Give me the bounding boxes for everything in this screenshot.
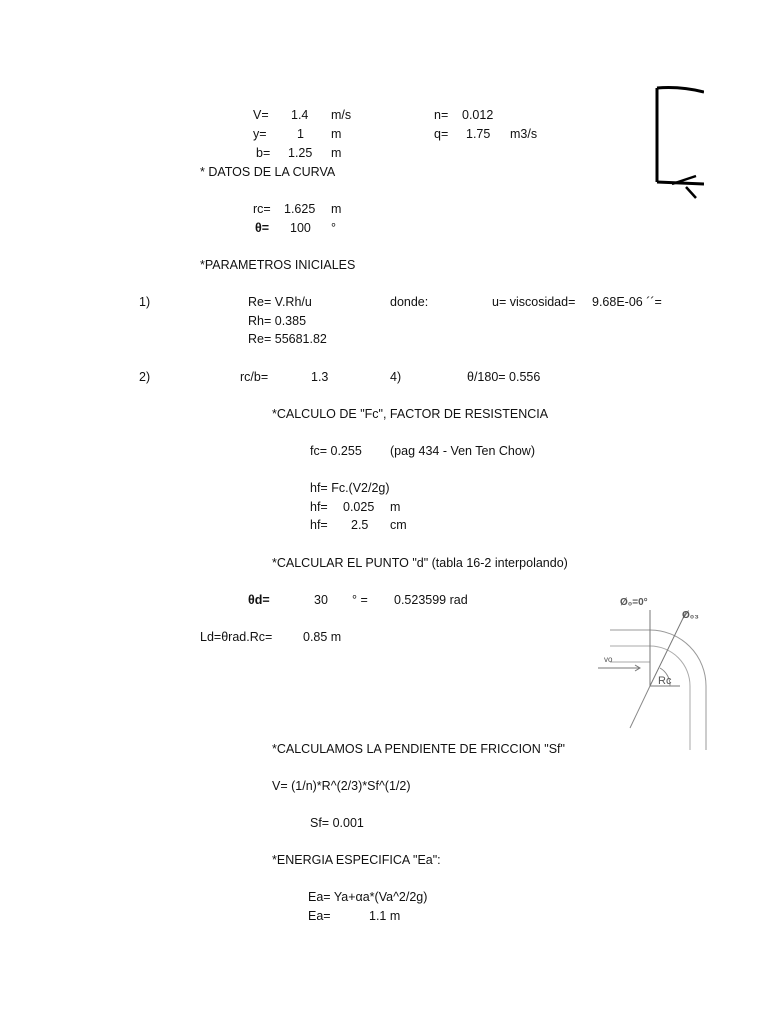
n-value: 0.012 bbox=[462, 108, 494, 122]
bend-diagram bbox=[590, 590, 710, 750]
viscosity-label: u= viscosidad= bbox=[492, 295, 576, 309]
rc-unit: m bbox=[331, 202, 342, 216]
rc-label: rc= bbox=[253, 202, 271, 216]
rc-b-label: rc/b= bbox=[240, 370, 269, 384]
rc-diagram-label: Rc bbox=[658, 675, 672, 687]
step-1-number: 1) bbox=[139, 295, 151, 309]
energy-formula: Ea= Ya+αa*(Va^2/2g) bbox=[308, 890, 428, 904]
q-unit: m3/s bbox=[510, 127, 538, 141]
theta-rad-value: 0.523599 rad bbox=[394, 593, 468, 607]
lower-radial-line bbox=[630, 686, 650, 728]
step-4-number: 4) bbox=[390, 370, 402, 384]
sf-value: Sf= 0.001 bbox=[310, 816, 364, 830]
ld-label: Ld=θrad.Rc= bbox=[200, 630, 273, 644]
ea-label: Ea= bbox=[308, 909, 331, 923]
rh-value: Rh= 0.385 bbox=[248, 314, 307, 328]
y-label: y= bbox=[253, 127, 267, 141]
theta-unit: ° bbox=[331, 221, 336, 235]
hf-cm-label: hf= bbox=[310, 518, 328, 532]
outer-wall-curve bbox=[610, 630, 706, 750]
sketch-arrow-head bbox=[672, 176, 696, 198]
n-label: n= bbox=[434, 108, 449, 122]
re-formula: Re= V.Rh/u bbox=[248, 295, 312, 309]
ld-value: 0.85 m bbox=[303, 630, 342, 644]
y-value: 1 bbox=[297, 127, 304, 141]
re-value: Re= 55681.82 bbox=[248, 332, 327, 346]
viscosity-value: 9.68E-06 ´´= bbox=[592, 295, 662, 309]
vo-label: vo bbox=[604, 655, 613, 664]
friction-heading: *CALCULAMOS LA PENDIENTE DE FRICCION "Sf" bbox=[272, 742, 565, 756]
hf-m-label: hf= bbox=[310, 500, 328, 514]
v-label: V= bbox=[253, 108, 269, 122]
q-value: 1.75 bbox=[466, 127, 491, 141]
theta3-label: Ø₀₃ bbox=[682, 610, 699, 621]
point-d-heading: *CALCULAR EL PUNTO "d" (tabla 16-2 interpolando) bbox=[272, 556, 568, 570]
rc-b-value: 1.3 bbox=[311, 370, 329, 384]
b-unit: m bbox=[331, 146, 342, 160]
hf-m-unit: m bbox=[390, 500, 401, 514]
q-label: q= bbox=[434, 127, 449, 141]
params-heading: *PARAMETROS INICIALES bbox=[200, 258, 356, 272]
b-label: b= bbox=[256, 146, 271, 160]
fc-value: fc= 0.255 bbox=[310, 444, 362, 458]
v-unit: m/s bbox=[331, 108, 352, 122]
theta-d-value: 30 bbox=[314, 593, 328, 607]
energy-heading: *ENERGIA ESPECIFICA "Ea": bbox=[272, 853, 441, 867]
channel-sketch-fragment bbox=[652, 84, 704, 208]
curve-heading: * DATOS DE LA CURVA bbox=[200, 165, 336, 179]
theta-label: θ= bbox=[255, 221, 270, 235]
fc-heading: *CALCULO DE "Fc", FACTOR DE RESISTENCIA bbox=[272, 407, 549, 421]
theta-value: 100 bbox=[290, 221, 311, 235]
donde-label: donde: bbox=[390, 295, 429, 309]
y-unit: m bbox=[331, 127, 342, 141]
hf-m-value: 0.025 bbox=[343, 500, 375, 514]
b-value: 1.25 bbox=[288, 146, 313, 160]
ea-value: 1.1 m bbox=[369, 909, 401, 923]
theta-d-label: θd= bbox=[248, 593, 270, 607]
hf-cm-value: 2.5 bbox=[351, 518, 369, 532]
hf-formula: hf= Fc.(V2/2g) bbox=[310, 481, 390, 495]
rc-value: 1.625 bbox=[284, 202, 316, 216]
theta0-label: Ø₀=0° bbox=[620, 597, 648, 608]
step-2-number: 2) bbox=[139, 370, 151, 384]
v-value: 1.4 bbox=[291, 108, 309, 122]
theta-d-unit: ° = bbox=[352, 593, 368, 607]
theta-180-value: θ/180= 0.556 bbox=[467, 370, 541, 384]
sketch-top-curve bbox=[657, 88, 704, 93]
friction-formula: V= (1/n)*R^(2/3)*Sf^(1/2) bbox=[272, 779, 411, 793]
hf-cm-unit: cm bbox=[390, 518, 407, 532]
fc-reference: (pag 434 - Ven Ten Chow) bbox=[390, 444, 536, 458]
